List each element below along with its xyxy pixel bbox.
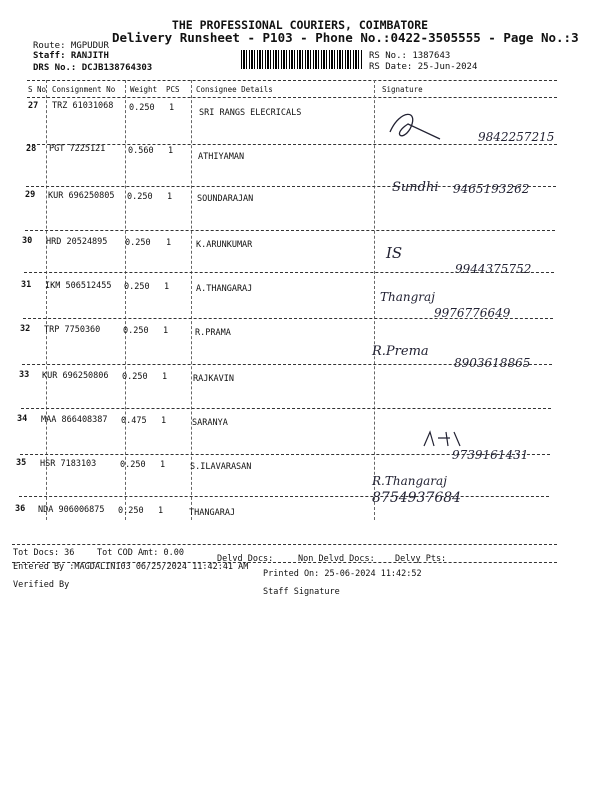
row-consignment: KUR 696250805 [48,191,115,201]
col-header-weight: Weight [130,85,158,94]
row-consignee: SARANYA [192,418,228,428]
handwritten-signature: Thangraj [380,290,435,304]
row-consignee: THANGARAJ [189,508,236,518]
entered-by: Entered By :MAGDALIN103 06/25/2024 11:42:41 AM [13,562,249,572]
row-weight: 0.250 [120,460,146,470]
drs-number: DRS No.: DCJB138764303 [33,63,153,73]
row-pcs: 1 [158,506,164,516]
row-weight: 0.250 [123,326,149,336]
table-row [0,98,600,144]
row-weight: 0.560 [128,146,154,156]
table-row [0,140,600,186]
row-weight: 0.250 [125,238,151,248]
row-sno: 31 [21,280,32,290]
col-header-signature: Signature [382,85,423,94]
runsheet-title: Delivery Runsheet - P103 - Phone No.:0422-3505555 - Page No.:3 [112,30,579,45]
row-consignment: HSR 7183103 [40,459,97,469]
col-header-consignment: Consignment No [52,85,116,94]
handwritten-signature: IS [386,244,403,262]
row-consignee: R.PRAMA [195,328,231,338]
header-top-rule [27,80,557,81]
table-row [0,180,600,232]
row-rule [25,230,555,231]
table-row [0,448,600,500]
footer-top-rule [12,544,557,545]
row-pcs: 1 [169,103,175,113]
row-rule [19,496,549,497]
handwritten-signature: R.Prema [372,344,429,359]
row-consignment: PGT 7225121 [49,144,106,154]
table-row [0,474,600,546]
rs-date: RS Date: 25-Jun-2024 [369,62,478,72]
row-sno: 28 [26,144,37,154]
handwritten-phone: 8903618865 [454,356,531,370]
handwritten-phone: 9465193262 [453,182,530,196]
row-pcs: 1 [161,416,167,426]
handwritten-phone: 9842257215 [478,130,555,144]
handwritten-phone: 9976776649 [434,306,511,320]
row-consignee: SRI RANGS ELECRICALS [199,108,302,118]
table-row [0,320,600,370]
row-consignment: TRP 7750360 [44,325,101,335]
row-weight: 0.250 [124,282,150,292]
row-weight: 0.250 [118,506,144,516]
staff-signature: Staff Signature [263,587,340,597]
company-title: THE PROFESSIONAL COURIERS, COIMBATORE [171,18,429,32]
row-sno: 35 [16,458,27,468]
row-sno: 30 [22,236,33,246]
rs-number: RS No.: 1387643 [369,51,451,61]
barcode [241,50,363,69]
col-header-sno: S No [28,85,47,94]
total-docs: Tot Docs: 36 [13,548,75,558]
row-weight: 0.250 [127,192,153,202]
handwritten-signature [380,104,450,144]
row-consignment: HRD 20524895 [46,237,108,247]
row-consignment: MAA 866408387 [41,415,108,425]
row-consignee: S.ILAVARASAN [190,462,252,472]
row-sno: 27 [28,101,39,111]
table-row [0,366,600,412]
handwritten-phone: 9944375752 [455,262,532,276]
row-weight: 0.250 [129,103,155,113]
row-consignee: ATHIYAMAN [198,152,245,162]
total-cod-amount: Tot COD Amt: 0.00 [97,548,184,558]
non-delivered-docs: Non Delvd Docs: [298,554,375,564]
row-weight: 0.475 [121,416,147,426]
row-pcs: 1 [162,372,168,382]
row-consignment: TRZ 61031068 [52,101,114,111]
col-header-consignee: Consignee Details [196,85,273,94]
row-rule [23,318,553,319]
row-sno: 34 [17,414,28,424]
row-sno: 32 [20,324,31,334]
row-rule [22,364,552,365]
row-pcs: 1 [160,460,166,470]
row-consignment: KUR 696250806 [42,371,109,381]
handwritten-phone: 9739161431 [452,448,529,462]
row-sno: 33 [19,370,30,380]
row-pcs: 1 [163,326,169,336]
row-consignee: A.THANGARAJ [196,284,253,294]
row-consignment: IKM 506512455 [45,281,112,291]
row-pcs: 1 [164,282,170,292]
handwritten-signature: Sundhi [392,180,439,195]
row-consignment: NDA 906006875 [38,505,105,515]
verified-by: Verified By [13,580,70,590]
row-consignee: SOUNDARAJAN [197,194,254,204]
delivered-docs: Delvd Docs: [217,554,274,564]
row-sno: 36 [15,504,26,514]
table-row [0,276,600,322]
route-label: Route: MGPUDUR [33,41,109,51]
row-pcs: 1 [168,146,174,156]
row-consignee: RAJKAVIN [193,374,234,384]
row-rule [21,408,551,409]
row-pcs: 1 [167,192,173,202]
row-sno: 29 [25,190,36,200]
staff-label: Staff: RANJITH [33,51,109,61]
handwritten-signature: R.Thangaraj [372,474,447,488]
handwritten-phone: 8754937684 [372,490,462,506]
col-header-pcs: PCS [166,85,180,94]
row-weight: 0.250 [122,372,148,382]
row-rule [24,272,554,273]
row-consignee: K.ARUNKUMAR [196,240,253,250]
delivery-points: Delvy Pts: [395,554,447,564]
printed-on: Printed On: 25-06-2024 11:42:52 [263,569,422,579]
row-pcs: 1 [166,238,172,248]
